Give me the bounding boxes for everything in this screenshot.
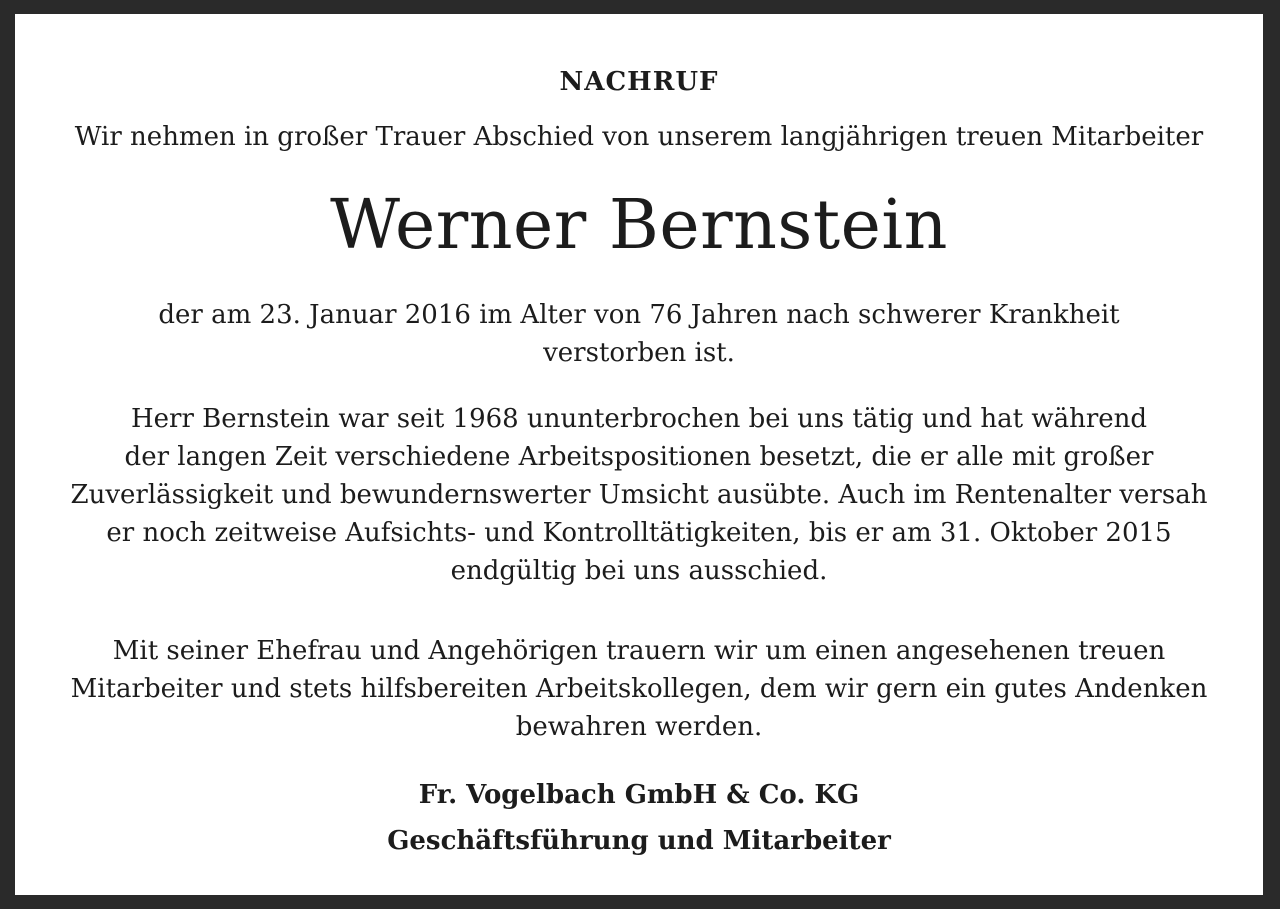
paragraph-condolence: [15, 632, 1263, 746]
paragraph-line: der langen Zeit verschiedene Arbeitspositionen besetzt, die er alle mit großer: [124, 442, 1154, 472]
signature-department: Geschäftsführung und Mitarbeiter: [387, 826, 891, 856]
paragraph-line: er noch zeitweise Aufsichts- und Kontrolltätigkeiten, bis er am 31. Oktober 2015: [106, 518, 1172, 548]
paragraph-line: Mit seiner Ehefrau und Angehörigen trauern wir um einen angesehenen treuen: [112, 636, 1166, 666]
intro-text: Wir nehmen in großer Trauer Abschied von unserem langjährigen treuen Mitarbeiter: [74, 122, 1204, 152]
paragraph-line: der am 23. Januar 2016 im Alter von 76 Jahren nach schwerer Krankheit: [158, 300, 1120, 330]
paragraph-line: endgültig bei uns ausschied.: [450, 556, 828, 586]
paragraph-line: bewahren werden.: [515, 712, 763, 742]
paragraph-career: [15, 400, 1263, 590]
paragraph-death-info: [15, 296, 1263, 372]
notice-heading: NACHRUF: [559, 67, 719, 97]
paragraph-line: Zuverlässigkeit und bewundernswerter Umsicht ausübte. Auch im Rentenalter versah: [70, 480, 1208, 510]
paragraph-line: verstorben ist.: [543, 338, 735, 368]
deceased-name: Werner Bernstein: [330, 186, 948, 265]
signature-company: Fr. Vogelbach GmbH & Co. KG: [418, 780, 860, 810]
paragraph-line: Mitarbeiter und stets hilfsbereiten Arbeitskollegen, dem wir gern ein gutes Andenken: [70, 674, 1208, 704]
paragraph-line: Herr Bernstein war seit 1968 ununterbrochen bei uns tätig und hat während: [130, 404, 1148, 434]
obituary-notice: [15, 14, 1263, 895]
